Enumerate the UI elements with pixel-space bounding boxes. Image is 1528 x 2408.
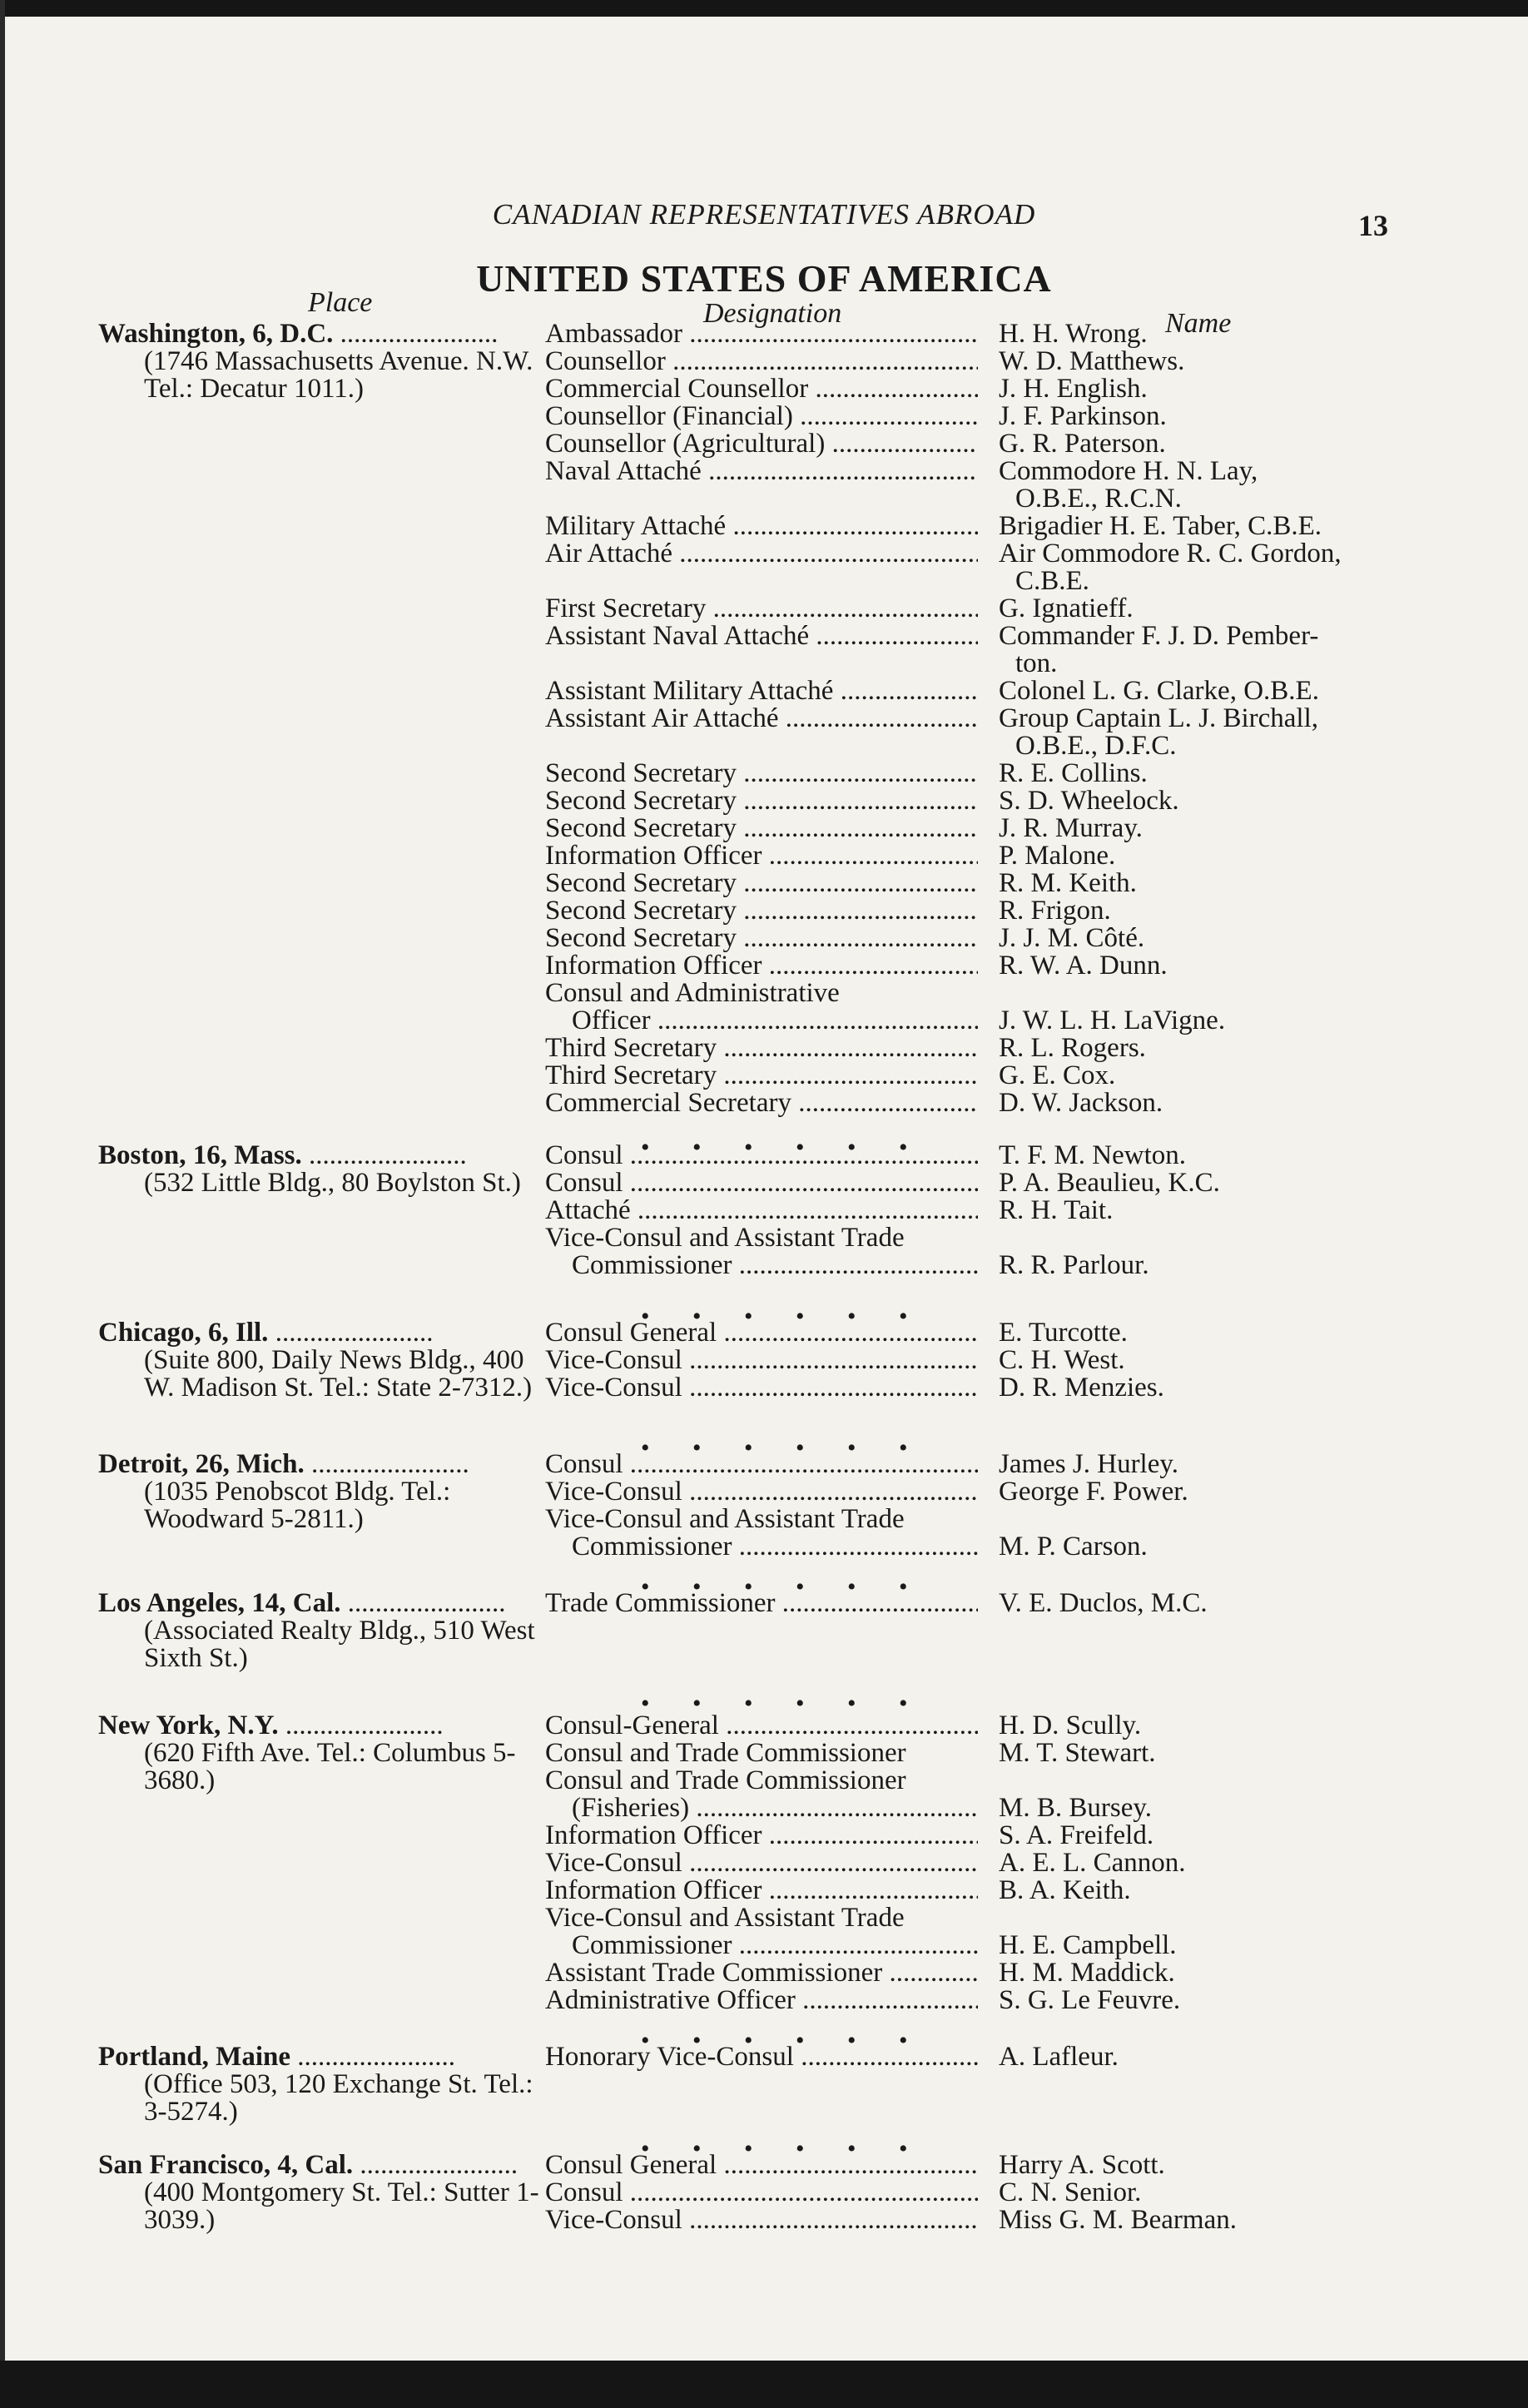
place-block [98, 1712, 548, 1795]
designation-rows [545, 2152, 1486, 2234]
designation-row [545, 1795, 1486, 1822]
officer-name: V. E. Duclos, M.C. [999, 1588, 1208, 1618]
officer-name: W. D. Matthews. [999, 346, 1185, 376]
designation-row [545, 458, 1486, 485]
officer-name: C. H. West. [999, 1345, 1125, 1375]
designation: Second Secretary ..... [545, 870, 978, 897]
designation-row [545, 1197, 1486, 1224]
designation: Counsellor (Agricultural) ..... [545, 430, 978, 458]
designation: Information Officer ..... [545, 952, 978, 980]
designation: Vice-Consul and Assistant Trade [545, 1904, 905, 1932]
designation: Information Officer ..... [545, 1877, 978, 1904]
officer-name: S. G. Le Feuvre. [999, 1985, 1181, 2015]
officer-name: M. B. Bursey. [999, 1793, 1152, 1823]
place-name: Chicago, 6, Ill. ..... [98, 1319, 531, 1347]
officer-name: S. A. Freifeld. [999, 1820, 1154, 1850]
officer-name: P. A. Beaulieu, K.C. [999, 1168, 1220, 1198]
officer-name: D. W. Jackson. [999, 1088, 1163, 1118]
designation-row [545, 485, 1486, 513]
designation-row [545, 540, 1486, 568]
officer-name: Air Commodore R. C. Gordon, [999, 539, 1342, 568]
section-separator: • • • • • • [641, 2027, 926, 2054]
designation-row [545, 760, 1486, 787]
designation: Commercial Secretary ..... [545, 1090, 978, 1117]
designation: (Fisheries) ..... [545, 1795, 978, 1822]
officer-name: Brigadier H. E. Taber, C.B.E. [999, 511, 1322, 541]
designation-row [545, 403, 1486, 430]
designation-row [545, 952, 1486, 980]
officer-name: D. R. Menzies. [999, 1373, 1164, 1403]
officer-name: R. L. Rogers. [999, 1033, 1146, 1063]
column-header-designation: Designation [703, 298, 842, 329]
place-name: Los Angeles, 14, Cal. ..... [98, 1590, 531, 1617]
scan-bottom-border [0, 2361, 1528, 2408]
designation: Trade Commissioner ..... [545, 1590, 978, 1617]
designation: Air Attaché ..... [545, 540, 978, 568]
designation: Information Officer ..... [545, 1822, 978, 1849]
officer-name-continued: ton. [1015, 648, 1058, 678]
section-separator: • • • • • • [641, 1573, 926, 1601]
designation: Consul General ..... [545, 2152, 978, 2179]
designation-row [545, 1740, 1486, 1767]
officer-name: R. M. Keith. [999, 868, 1137, 898]
running-title: CANADIAN REPRESENTATIVES ABROAD [492, 198, 1036, 231]
designation-row [545, 1987, 1486, 2014]
designation: Second Secretary ..... [545, 787, 978, 815]
designation: Assistant Trade Commissioner ..... [545, 1959, 978, 1987]
place-name: Boston, 16, Mass. ..... [98, 1142, 531, 1169]
officer-name: J. J. M. Côté. [999, 923, 1145, 953]
designation: Attaché ..... [545, 1197, 978, 1224]
scan-top-border [0, 0, 1528, 17]
designation-row [545, 623, 1486, 650]
designation: Vice-Consul ..... [545, 1374, 978, 1402]
designation-row [545, 1252, 1486, 1279]
designation: Consul-General ..... [545, 1712, 978, 1740]
officer-name: H. D. Scully. [999, 1710, 1142, 1740]
designation-row [545, 925, 1486, 952]
place-block [98, 2043, 548, 2126]
designation: Consul ..... [545, 1142, 978, 1169]
designation-rows [545, 320, 1486, 1117]
officer-name: Colonel L. G. Clarke, O.B.E. [999, 676, 1319, 706]
designation-row [545, 897, 1486, 925]
designation-row [545, 1877, 1486, 1904]
designation-rows [545, 1712, 1486, 2014]
designation: Naval Attaché ..... [545, 458, 978, 485]
designation-row [545, 980, 1486, 1007]
designation-row [545, 815, 1486, 842]
designation: Second Secretary ..... [545, 760, 978, 787]
designation-row [545, 1374, 1486, 1402]
designation: Counsellor ..... [545, 348, 978, 375]
designation: Vice-Consul ..... [545, 1849, 978, 1877]
designation-rows [545, 1319, 1486, 1402]
designation: Consul ..... [545, 1451, 978, 1478]
designation: Consul General ..... [545, 1319, 978, 1347]
designation-row [545, 1478, 1486, 1506]
designation: Third Secretary ..... [545, 1035, 978, 1062]
officer-name: A. E. L. Cannon. [999, 1848, 1186, 1878]
officer-name: James J. Hurley. [999, 1449, 1178, 1479]
designation-row [545, 1169, 1486, 1197]
designation: Assistant Air Attaché ..... [545, 705, 978, 732]
designation: Vice-Consul and Assistant Trade [545, 1224, 905, 1252]
designation-row [545, 1822, 1486, 1849]
officer-name: R. Frigon. [999, 896, 1111, 926]
designation: Vice-Consul and Assistant Trade [545, 1506, 905, 1533]
officer-name: J. H. English. [999, 374, 1148, 404]
designation: Second Secretary ..... [545, 925, 978, 952]
place-address: (Office 503, 120 Exchange St. Tel.: 3-5274.) [144, 2069, 533, 2127]
officer-name: R. H. Tait. [999, 1195, 1114, 1225]
officer-name-continued: O.B.E., R.C.N. [1015, 484, 1182, 514]
place-address: (400 Montgomery St. Tel.: Sutter 1-3039.) [144, 2177, 539, 2235]
officer-name: R. W. A. Dunn. [999, 951, 1168, 981]
place-block [98, 1451, 548, 1533]
designation-row [545, 1904, 1486, 1932]
officer-name: J. F. Parkinson. [999, 401, 1167, 431]
designation: Commercial Counsellor ..... [545, 375, 978, 403]
designation: Second Secretary ..... [545, 815, 978, 842]
designation: Consul ..... [545, 1169, 978, 1197]
designation-row [545, 2207, 1486, 2234]
designation: Information Officer ..... [545, 842, 978, 870]
page-number: 13 [1358, 209, 1388, 242]
designation-row [545, 348, 1486, 375]
designation: Consul ..... [545, 2179, 978, 2207]
officer-name: J. R. Murray. [999, 813, 1143, 843]
officer-name: M. T. Stewart. [999, 1738, 1156, 1768]
place-address: (1746 Massachusetts Avenue. N.W. Tel.: Decatur 1011.) [144, 346, 533, 404]
section-separator: • • • • • • [641, 1303, 926, 1330]
designation: Consul and Trade Commissioner [545, 1767, 906, 1795]
designation: First Secretary ..... [545, 595, 978, 623]
designation-row [545, 2179, 1486, 2207]
officer-name: Miss G. M. Bearman. [999, 2205, 1237, 2235]
section-separator: • • • • • • [641, 1134, 926, 1161]
designation-row [545, 1767, 1486, 1795]
officer-name: J. W. L. H. LaVigne. [999, 1005, 1226, 1035]
designation: Assistant Military Attaché ..... [545, 678, 978, 705]
designation-row [545, 375, 1486, 403]
designation: Commissioner ..... [545, 1252, 978, 1279]
designation-row [545, 1959, 1486, 1987]
designation-row [545, 1224, 1486, 1252]
place-name: Detroit, 26, Mich. ..... [98, 1451, 531, 1478]
designation-rows [545, 1142, 1486, 1279]
place-name: Washington, 6, D.C. ..... [98, 320, 531, 348]
officer-name: C. N. Senior. [999, 2177, 1142, 2207]
section-separator: • • • • • • [641, 1434, 926, 1462]
designation-row [545, 870, 1486, 897]
designation-row [545, 787, 1486, 815]
designation: Third Secretary ..... [545, 1062, 978, 1090]
designation-row [545, 568, 1486, 595]
officer-name-continued: C.B.E. [1015, 566, 1089, 596]
designation-row [545, 1849, 1486, 1877]
designation: Commissioner ..... [545, 1533, 978, 1561]
column-header-place: Place [308, 287, 373, 318]
designation: Officer ..... [545, 1007, 978, 1035]
place-address: (Suite 800, Daily News Bldg., 400 W. Madison St. Tel.: State 2-7312.) [144, 1345, 533, 1403]
designation-row [545, 1506, 1486, 1533]
designation: Commissioner ..... [545, 1932, 978, 1959]
designation: Administrative Officer ..... [545, 1987, 978, 2014]
officer-name: H. H. Wrong. [999, 319, 1148, 349]
place-address: (532 Little Bldg., 80 Boylston St.) [144, 1168, 521, 1198]
place-address: (1035 Penobscot Bldg. Tel.: Woodward 5-2811.) [144, 1477, 451, 1534]
officer-name: Group Captain L. J. Birchall, [999, 703, 1319, 733]
designation-row [545, 1090, 1486, 1117]
designation: Honorary Vice-Consul ..... [545, 2043, 978, 2071]
designation: Consul and Trade Commissioner [545, 1740, 906, 1767]
scan-left-border [0, 0, 5, 2408]
designation-row [545, 513, 1486, 540]
page-title: UNITED STATES OF AMERICA [476, 257, 1052, 300]
officer-name: G. R. Paterson. [999, 429, 1166, 459]
designation-row [545, 705, 1486, 732]
designation: Military Attaché ..... [545, 513, 978, 540]
designation-row [545, 678, 1486, 705]
designation-row [545, 1533, 1486, 1561]
officer-name: George F. Power. [999, 1477, 1188, 1507]
designation-row [545, 1062, 1486, 1090]
designation: Ambassador ..... [545, 320, 978, 348]
designation: Second Secretary ..... [545, 897, 978, 925]
officer-name: B. A. Keith. [999, 1875, 1131, 1905]
officer-name: M. P. Carson. [999, 1532, 1148, 1561]
officer-name: R. E. Collins. [999, 758, 1148, 788]
officer-name: Commodore H. N. Lay, [999, 456, 1258, 486]
officer-name: E. Turcotte. [999, 1318, 1128, 1348]
officer-name: R. R. Parlour. [999, 1250, 1149, 1280]
designation-row [545, 732, 1486, 760]
designation: Counsellor (Financial) ..... [545, 403, 978, 430]
officer-name: H. M. Maddick. [999, 1958, 1175, 1988]
officer-name-continued: O.B.E., D.F.C. [1015, 731, 1177, 761]
section-separator: • • • • • • [641, 1690, 926, 1717]
designation: Vice-Consul ..... [545, 1347, 978, 1374]
designation-row [545, 650, 1486, 678]
designation-row [545, 430, 1486, 458]
column-header-name: Name [1165, 308, 1232, 339]
designation: Vice-Consul ..... [545, 1478, 978, 1506]
officer-name: P. Malone. [999, 841, 1116, 871]
designation: Assistant Naval Attaché ..... [545, 623, 978, 650]
designation-row [545, 1347, 1486, 1374]
place-block [98, 320, 548, 403]
place-block [98, 2152, 548, 2234]
designation: Consul and Administrative [545, 980, 840, 1007]
officer-name: G. E. Cox. [999, 1060, 1116, 1090]
designation-row [545, 320, 1486, 348]
officer-name: A. Lafleur. [999, 2042, 1119, 2072]
designation-rows [545, 1451, 1486, 1561]
place-name: New York, N.Y. ..... [98, 1712, 531, 1740]
section-separator: • • • • • • [641, 2135, 926, 2162]
officer-name: S. D. Wheelock. [999, 786, 1179, 816]
designation-row [545, 1932, 1486, 1959]
place-address: (Associated Realty Bldg., 510 West Sixth St.) [144, 1616, 535, 1673]
officer-name: G. Ignatieff. [999, 593, 1134, 623]
designation: Vice-Consul ..... [545, 2207, 978, 2234]
place-block [98, 1142, 548, 1197]
designation-row [545, 842, 1486, 870]
officer-name: Harry A. Scott. [999, 2150, 1165, 2180]
designation-row [545, 1007, 1486, 1035]
officer-name: T. F. M. Newton. [999, 1140, 1186, 1170]
officer-name: Commander F. J. D. Pember- [999, 621, 1319, 651]
designation-row [545, 595, 1486, 623]
designation-row [545, 1035, 1486, 1062]
place-block [98, 1590, 548, 1672]
place-name: Portland, Maine ..... [98, 2043, 531, 2071]
place-name: San Francisco, 4, Cal. ..... [98, 2152, 531, 2179]
officer-name: H. E. Campbell. [999, 1930, 1177, 1960]
place-address: (620 Fifth Ave. Tel.: Columbus 5-3680.) [144, 1738, 516, 1795]
place-block [98, 1319, 548, 1402]
